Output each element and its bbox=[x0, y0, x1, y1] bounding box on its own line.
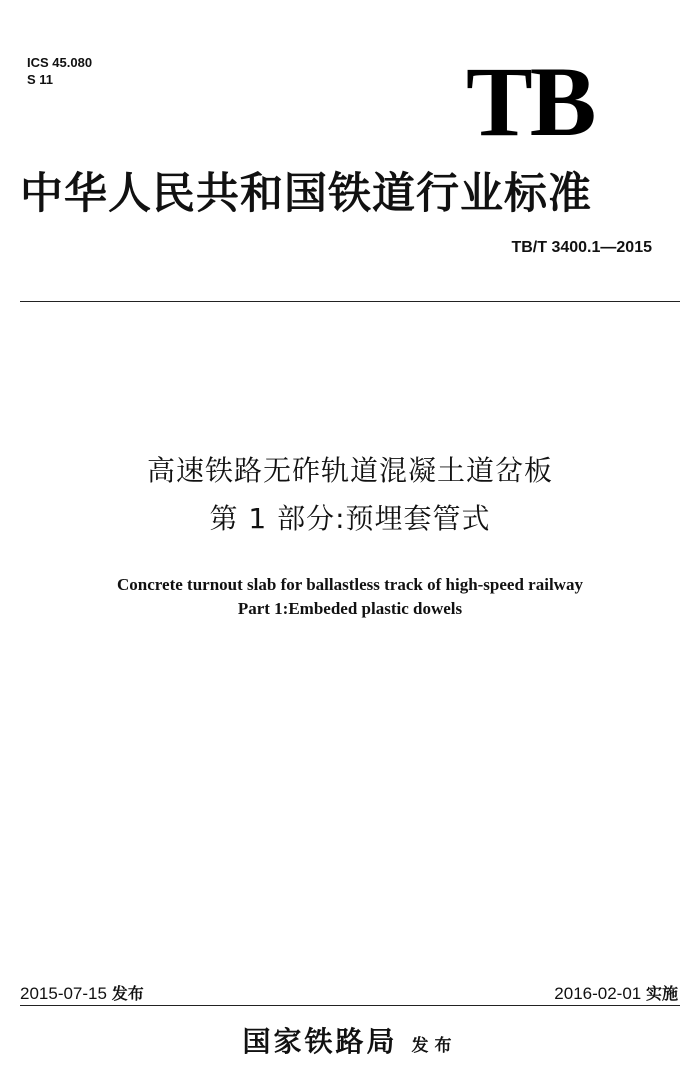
standard-number: TB/T 3400.1—2015 bbox=[511, 239, 652, 256]
title-en-line1: Concrete turnout slab for ballastless track of high-speed railway bbox=[117, 575, 583, 594]
title-en-line2: Part 1:Embeded plastic dowels bbox=[237, 599, 463, 618]
publisher-name: 国家铁路局 bbox=[242, 1025, 398, 1058]
issue-date-label: 发布 bbox=[111, 984, 144, 1003]
header-divider bbox=[20, 301, 680, 302]
issue-date-value: 2015-07-15 bbox=[20, 984, 107, 1003]
implementation-date-value: 2016-02-01 bbox=[554, 984, 642, 1003]
class-code: S 11 bbox=[27, 72, 54, 87]
issuer-title: 中华人民共和国铁道行业标准 bbox=[20, 169, 592, 219]
footer-divider bbox=[20, 1005, 680, 1006]
tb-logo: TB bbox=[466, 46, 594, 157]
ics-code: ICS 45.080 bbox=[27, 55, 93, 70]
publisher bbox=[0, 1024, 700, 1060]
issue-date bbox=[20, 983, 144, 1005]
implementation-date-label: 实施 bbox=[645, 984, 678, 1003]
classification-codes bbox=[27, 54, 92, 88]
title-cn-line1: 高速铁路无砟轨道混凝土道岔板 bbox=[146, 454, 553, 487]
title-cn-line2: 第 1 部分:预埋套管式 bbox=[209, 502, 491, 535]
publisher-action: 发布 bbox=[411, 1036, 458, 1056]
implementation-date bbox=[554, 983, 678, 1005]
